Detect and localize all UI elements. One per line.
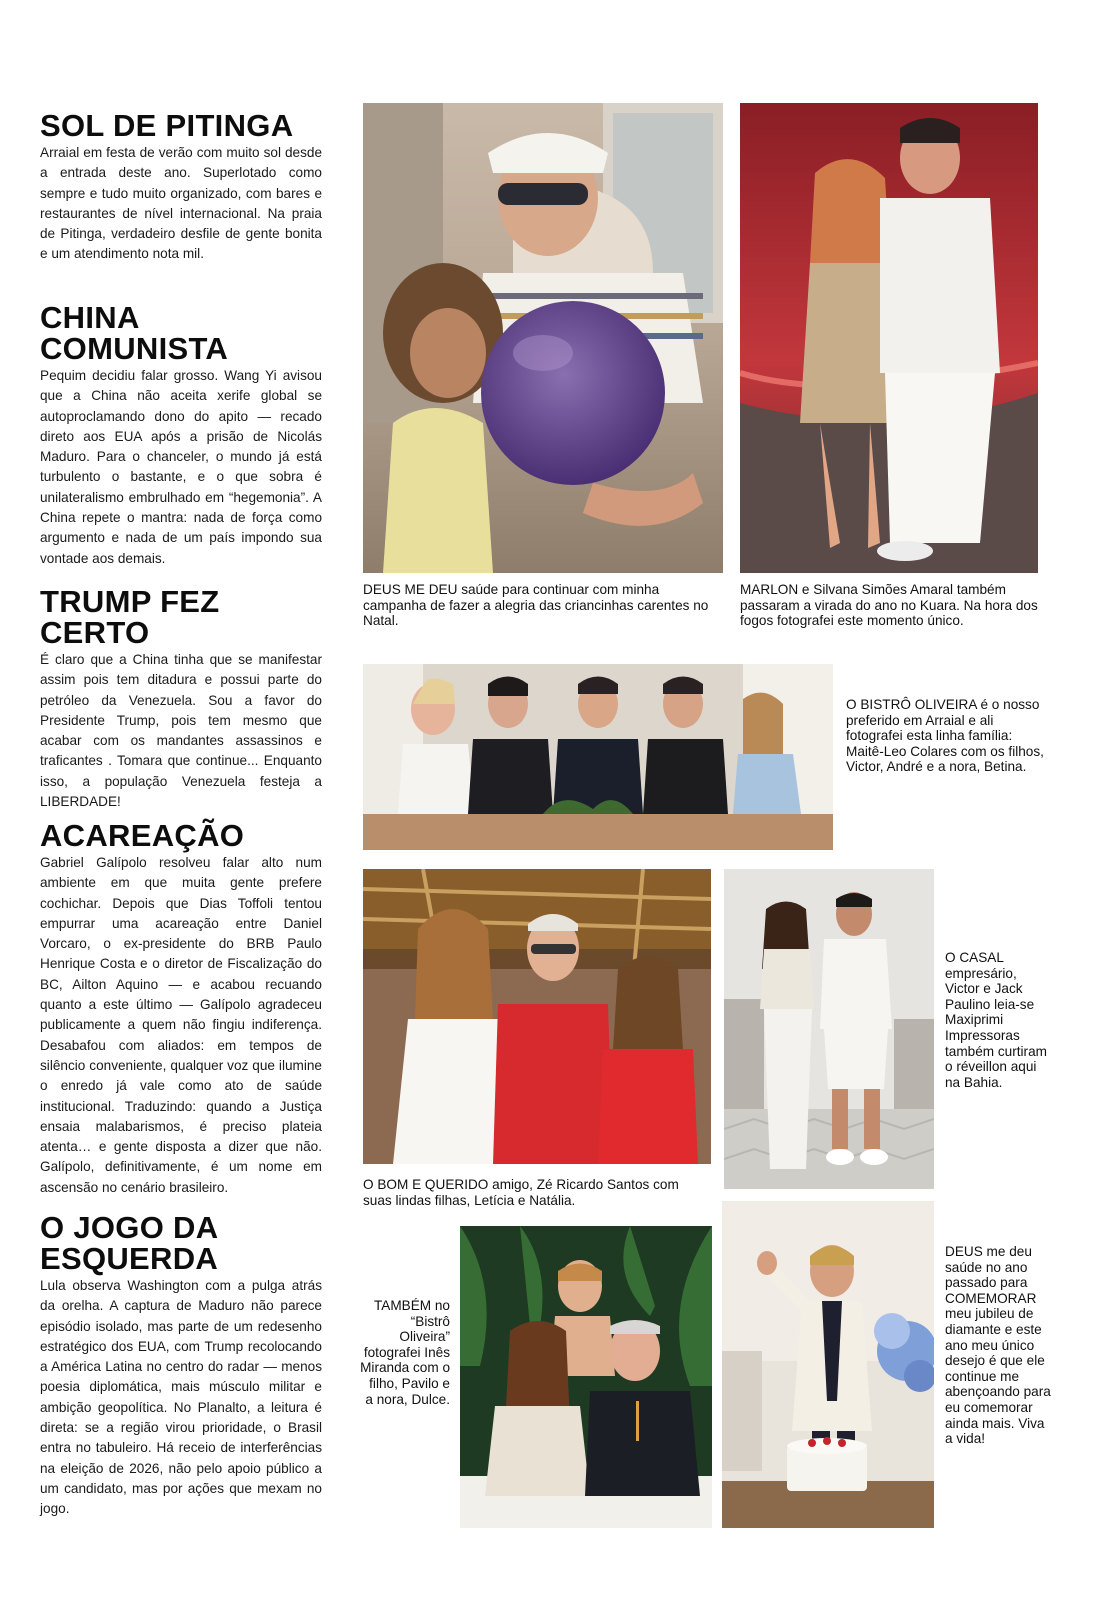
photo-man-with-child [363, 103, 723, 573]
article-title [40, 1212, 322, 1274]
article-title-line2: ESQUERDA [40, 1241, 219, 1276]
article-china-comunista [40, 302, 322, 569]
article-title-line2: COMUNISTA [40, 331, 229, 366]
photo-man-with-child-caption: DEUS ME DEU saúde para continuar com minha campanha de fazer a alegria das criancinhas carentes no Natal. [363, 582, 709, 629]
photo-couple-beach [740, 103, 1038, 573]
article-title: ACAREAÇÃO [40, 818, 245, 853]
article-sol-de-pitinga [40, 110, 322, 265]
article-title [40, 302, 322, 364]
photo-jubilee-cake [722, 1201, 934, 1528]
article-trump-fez-certo [40, 586, 322, 812]
photo-couple-white [724, 869, 934, 1189]
photo-family-bistro [363, 664, 833, 850]
article-o-jogo-da-esquerda [40, 1212, 322, 1520]
photo-friend-daughters-caption: O BOM E QUERIDO amigo, Zé Ricardo Santos com suas lindas filhas, Letícia e Natália. [363, 1177, 679, 1208]
photo-family-bistro-caption: O BISTRÔ OLIVEIRA é o nosso preferido em Arraial e ali fotografei esta linha família: Maitê-Leo Colares com os filhos, Victor, André e a nora, Betina. [846, 697, 1044, 775]
article-title: SOL DE PITINGA [40, 108, 294, 143]
photo-friend-daughters [363, 869, 711, 1164]
article-body: Gabriel Galípolo resolveu falar alto num ambiente em que muita gente prefere cochichar. Depois que Dias Toffoli tentou empurrar uma acareação entre Daniel Vorcaro, o ex-presidente do BRB Paulo Henrique Costa e o diretor de Fiscalização do BC, Ailton Aquino — e acabou recuando quanto a este último — Galípolo agradeceu publicamente a quem não fingiu indiferença. Desabafou com aliados: em tempos de silêncio conveniente, qualquer voz que ilumine o enredo já vale como ato de saúde institucional. Traduzindo: quando a Justiça ensaia malabarismos, é preciso plateia atenta… e gente disposta a dizer que não. Galípolo, definitivamente, é um nome em ascensão no cenário brasileiro. [40, 855, 322, 1195]
article-body: Arraial em festa de verão com muito sol desde a entrada deste ano. Superlotado como sempre e tudo muito organizado, com bares e restaurantes de nível internacional. Na praia de Pitinga, verdadeiro desfile de gente bonita e um atendimento nota mil. [40, 145, 322, 262]
photo-couple-white-caption: O CASAL empresário, Victor e Jack Paulino leia-se Maxiprimi Impressoras também curtiram o réveillon aqui na Bahia. [945, 950, 1047, 1090]
photo-family-night-caption: TAMBÉM no “Bistrô Oliveira” fotografei Inês Miranda com o filho, Pavilo e a nora, Dulce. [360, 1298, 450, 1407]
article-acareacao [40, 820, 322, 1198]
photo-couple-beach-caption: MARLON e Silvana Simões Amaral também passaram a virada do ano no Kuara. Na hora dos fogos fotografei este momento único. [740, 582, 1038, 629]
article-body: Pequim decidiu falar grosso. Wang Yi avisou que a China não aceita xerife global se autoproclamando dono do apito — recado direto aos EUA após a prisão de Nicolás Maduro. Para o chanceler, o mundo já está turbulento o bastante, e o que sobra é unilateralismo embrulhado em “hegemonia”. A China repete o mantra: nada de força como argumento e nada de um país impondo sua vontade aos demais. [40, 368, 322, 566]
photo-jubilee-cake-caption: DEUS me deu saúde no ano passado para COMEMORAR meu jubileu de diamante e este ano meu único desejo é que ele continue me abençoando para eu comemorar ainda mais. Viva a vida! [945, 1244, 1051, 1447]
article-title-line2: CERTO [40, 615, 150, 650]
article-title [40, 586, 322, 648]
article-body: É claro que a China tinha que se manifestar assim pois tem ditadura e possui parte do petróleo da Venezuela. Sou a favor do Presidente Trump, pois tem mesmo que acabar com os mandantes assassinos e traficantes . Tomara que continue... Enquanto isso, a população Venezuela festeja a LIBERDADE! [40, 652, 322, 810]
photo-family-night [460, 1226, 712, 1528]
article-title-line1: CHINA [40, 300, 140, 335]
article-title-line1: O JOGO DA [40, 1210, 219, 1245]
article-body: Lula observa Washington com a pulga atrás da orelha. A captura de Maduro não parece episódio isolado, mas parte de um redesenho estratégico dos EUA, com Trump recolocando a América Latina no centro do radar — menos poesia diplomática, mais músculo militar e ambição geopolítica. No Planalto, a leitura é direta: se a região virou prioridade, o Brasil entra no tabuleiro. Há receio de interferências na eleição de 2026, não pelo apoio público a um candidato, mas por ações que mexam no jogo. [40, 1278, 322, 1517]
article-title-line1: TRUMP FEZ [40, 584, 220, 619]
